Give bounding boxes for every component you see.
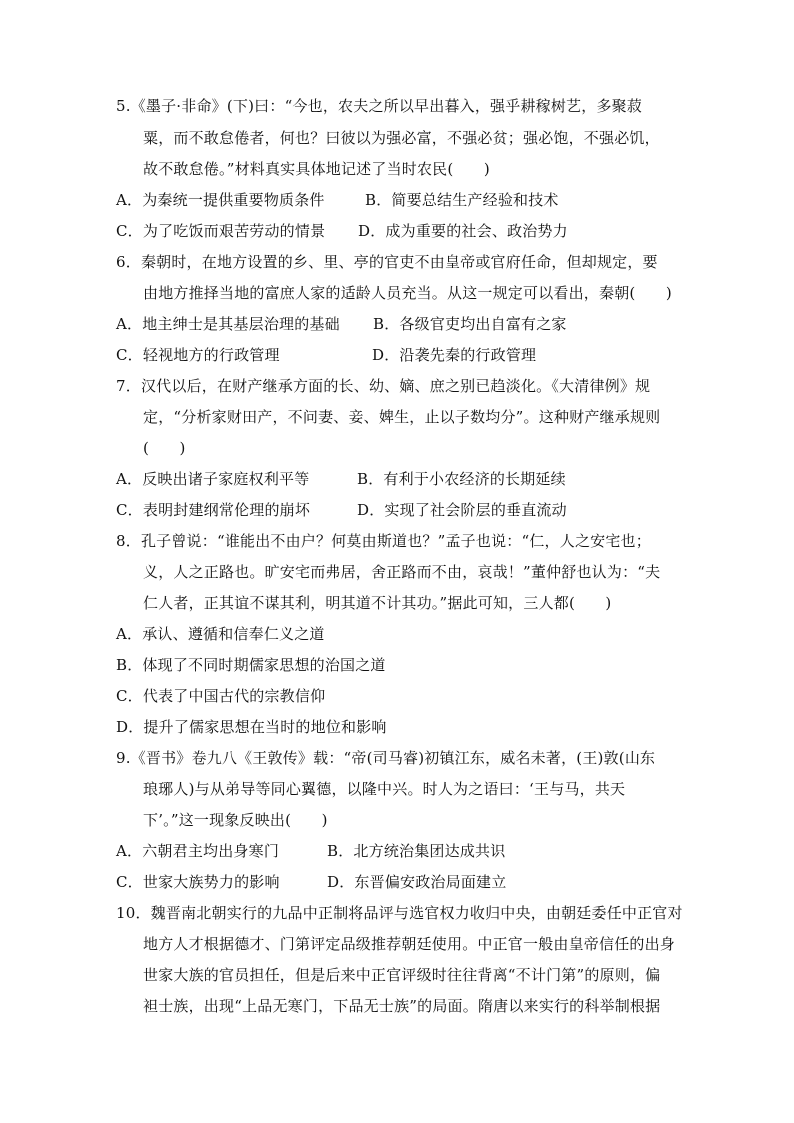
question-7-line-2: 定，“分析家财田产，不问妻、妾、婢生，止以子数均分”。这种财产继承规则 [143, 408, 661, 426]
question-10-line-3: 世家大族的官员担任，但是后来中正官评级时往往背离“不计门第”的原则，偏 [143, 966, 661, 984]
question-7-line-3: ( ) [143, 439, 186, 457]
question-9-option-b: B．北方统治集团达成共识 [327, 842, 506, 860]
question-8-option-c: C．代表了中国古代的宗教信仰 [116, 687, 326, 705]
question-7-option-d: D．实现了社会阶层的垂直流动 [357, 501, 567, 519]
question-8-line-3: 仁人者，正其谊不谋其利，明其道不计其功。”据此可知，三人都( ) [143, 594, 612, 612]
question-6-option-b: B．各级官吏均出自富有之家 [373, 315, 567, 333]
question-6-line-1: 6．秦朝时，在地方设置的乡、里、亭的官吏不由皇帝或官府任命，但却规定，要 [116, 253, 658, 271]
question-5-option-c: C．为了吃饭而艰苦劳动的情景 [116, 222, 326, 240]
question-5-line-3: 故不敢怠倦。”材料真实具体地记述了当时农民( ) [143, 160, 490, 178]
question-8-line-1: 8．孔子曾说：“谁能出不由户？何莫由斯道也？”孟子也说：“仁，人之安宅也； [116, 532, 651, 550]
question-7-option-b: B．有利于小农经济的长期延续 [357, 470, 566, 488]
question-9-line-3: 下’。”这一现象反映出( ) [143, 811, 328, 829]
question-9-line-2: 琅琊人)与从弟导等同心翼德，以隆中兴。时人为之语曰：‘王与马，共天 [143, 780, 626, 798]
question-5-line-2: 粟，而不敢怠倦者，何也？曰彼以为强必富，不强必贫；强必饱，不强必饥， [143, 129, 660, 147]
question-8-option-d: D．提升了儒家思想在当时的地位和影响 [116, 718, 387, 736]
question-8-option-a: A．承认、遵循和信奉仁义之道 [116, 625, 325, 643]
question-6-option-d: D．沿袭先秦的行政管理 [372, 346, 537, 364]
question-9-option-d: D．东晋偏安政治局面建立 [327, 873, 507, 891]
question-7-line-1: 7．汉代以后，在财产继承方面的长、幼、嫡、庶之别已趋淡化。《大清律例》规 [116, 377, 651, 395]
question-5-line-1: 5.《墨子·非命》(下)曰：“今也，农夫之所以早出暮入，强乎耕稼树艺，多聚菽 [116, 97, 643, 115]
question-6-option-c: C．轻视地方的行政管理 [116, 346, 280, 364]
question-9-line-1: 9.《晋书》卷九八《王敦传》载：“帝(司马睿)初镇江东，威名未著，(王)敦(山东 [116, 749, 656, 767]
question-5-option-d: D．成为重要的社会、政治势力 [358, 222, 568, 240]
question-6-option-a: A．地主绅士是其基层治理的基础 [116, 315, 340, 333]
question-10-line-4: 袒士族，出现“上品无寒门，下品无士族”的局面。隋唐以来实行的科举制根据 [143, 997, 661, 1015]
question-8-line-2: 义，人之正路也。旷安宅而弗居，舍正路而不由，哀哉！”董仲舒也认为：“夫 [143, 563, 661, 581]
question-9-option-a: A．六朝君主均出身寒门 [116, 842, 280, 860]
question-10-line-2: 地方人才根据德才、门第评定品级推荐朝廷使用。中正官一般由皇帝信任的出身 [143, 935, 676, 953]
question-5-option-b: B．简要总结生产经验和技术 [365, 191, 559, 209]
question-6-line-2: 由地方推择当地的富庶人家的适龄人员充当。从这一规定可以看出，秦朝( ) [143, 284, 672, 302]
question-8-option-b: B．体现了不同时期儒家思想的治国之道 [116, 656, 386, 674]
question-7-option-c: C．表明封建纲常伦理的崩坏 [116, 501, 311, 519]
question-5-option-a: A．为秦统一提供重要物质条件 [116, 191, 325, 209]
question-7-option-a: A．反映出诸子家庭权利平等 [116, 470, 310, 488]
question-9-option-c: C．世家大族势力的影响 [116, 873, 280, 891]
question-10-line-1: 10．魏晋南北朝实行的九品中正制将品评与选官权力收归中央，由朝廷委任中正官对 [116, 904, 683, 922]
